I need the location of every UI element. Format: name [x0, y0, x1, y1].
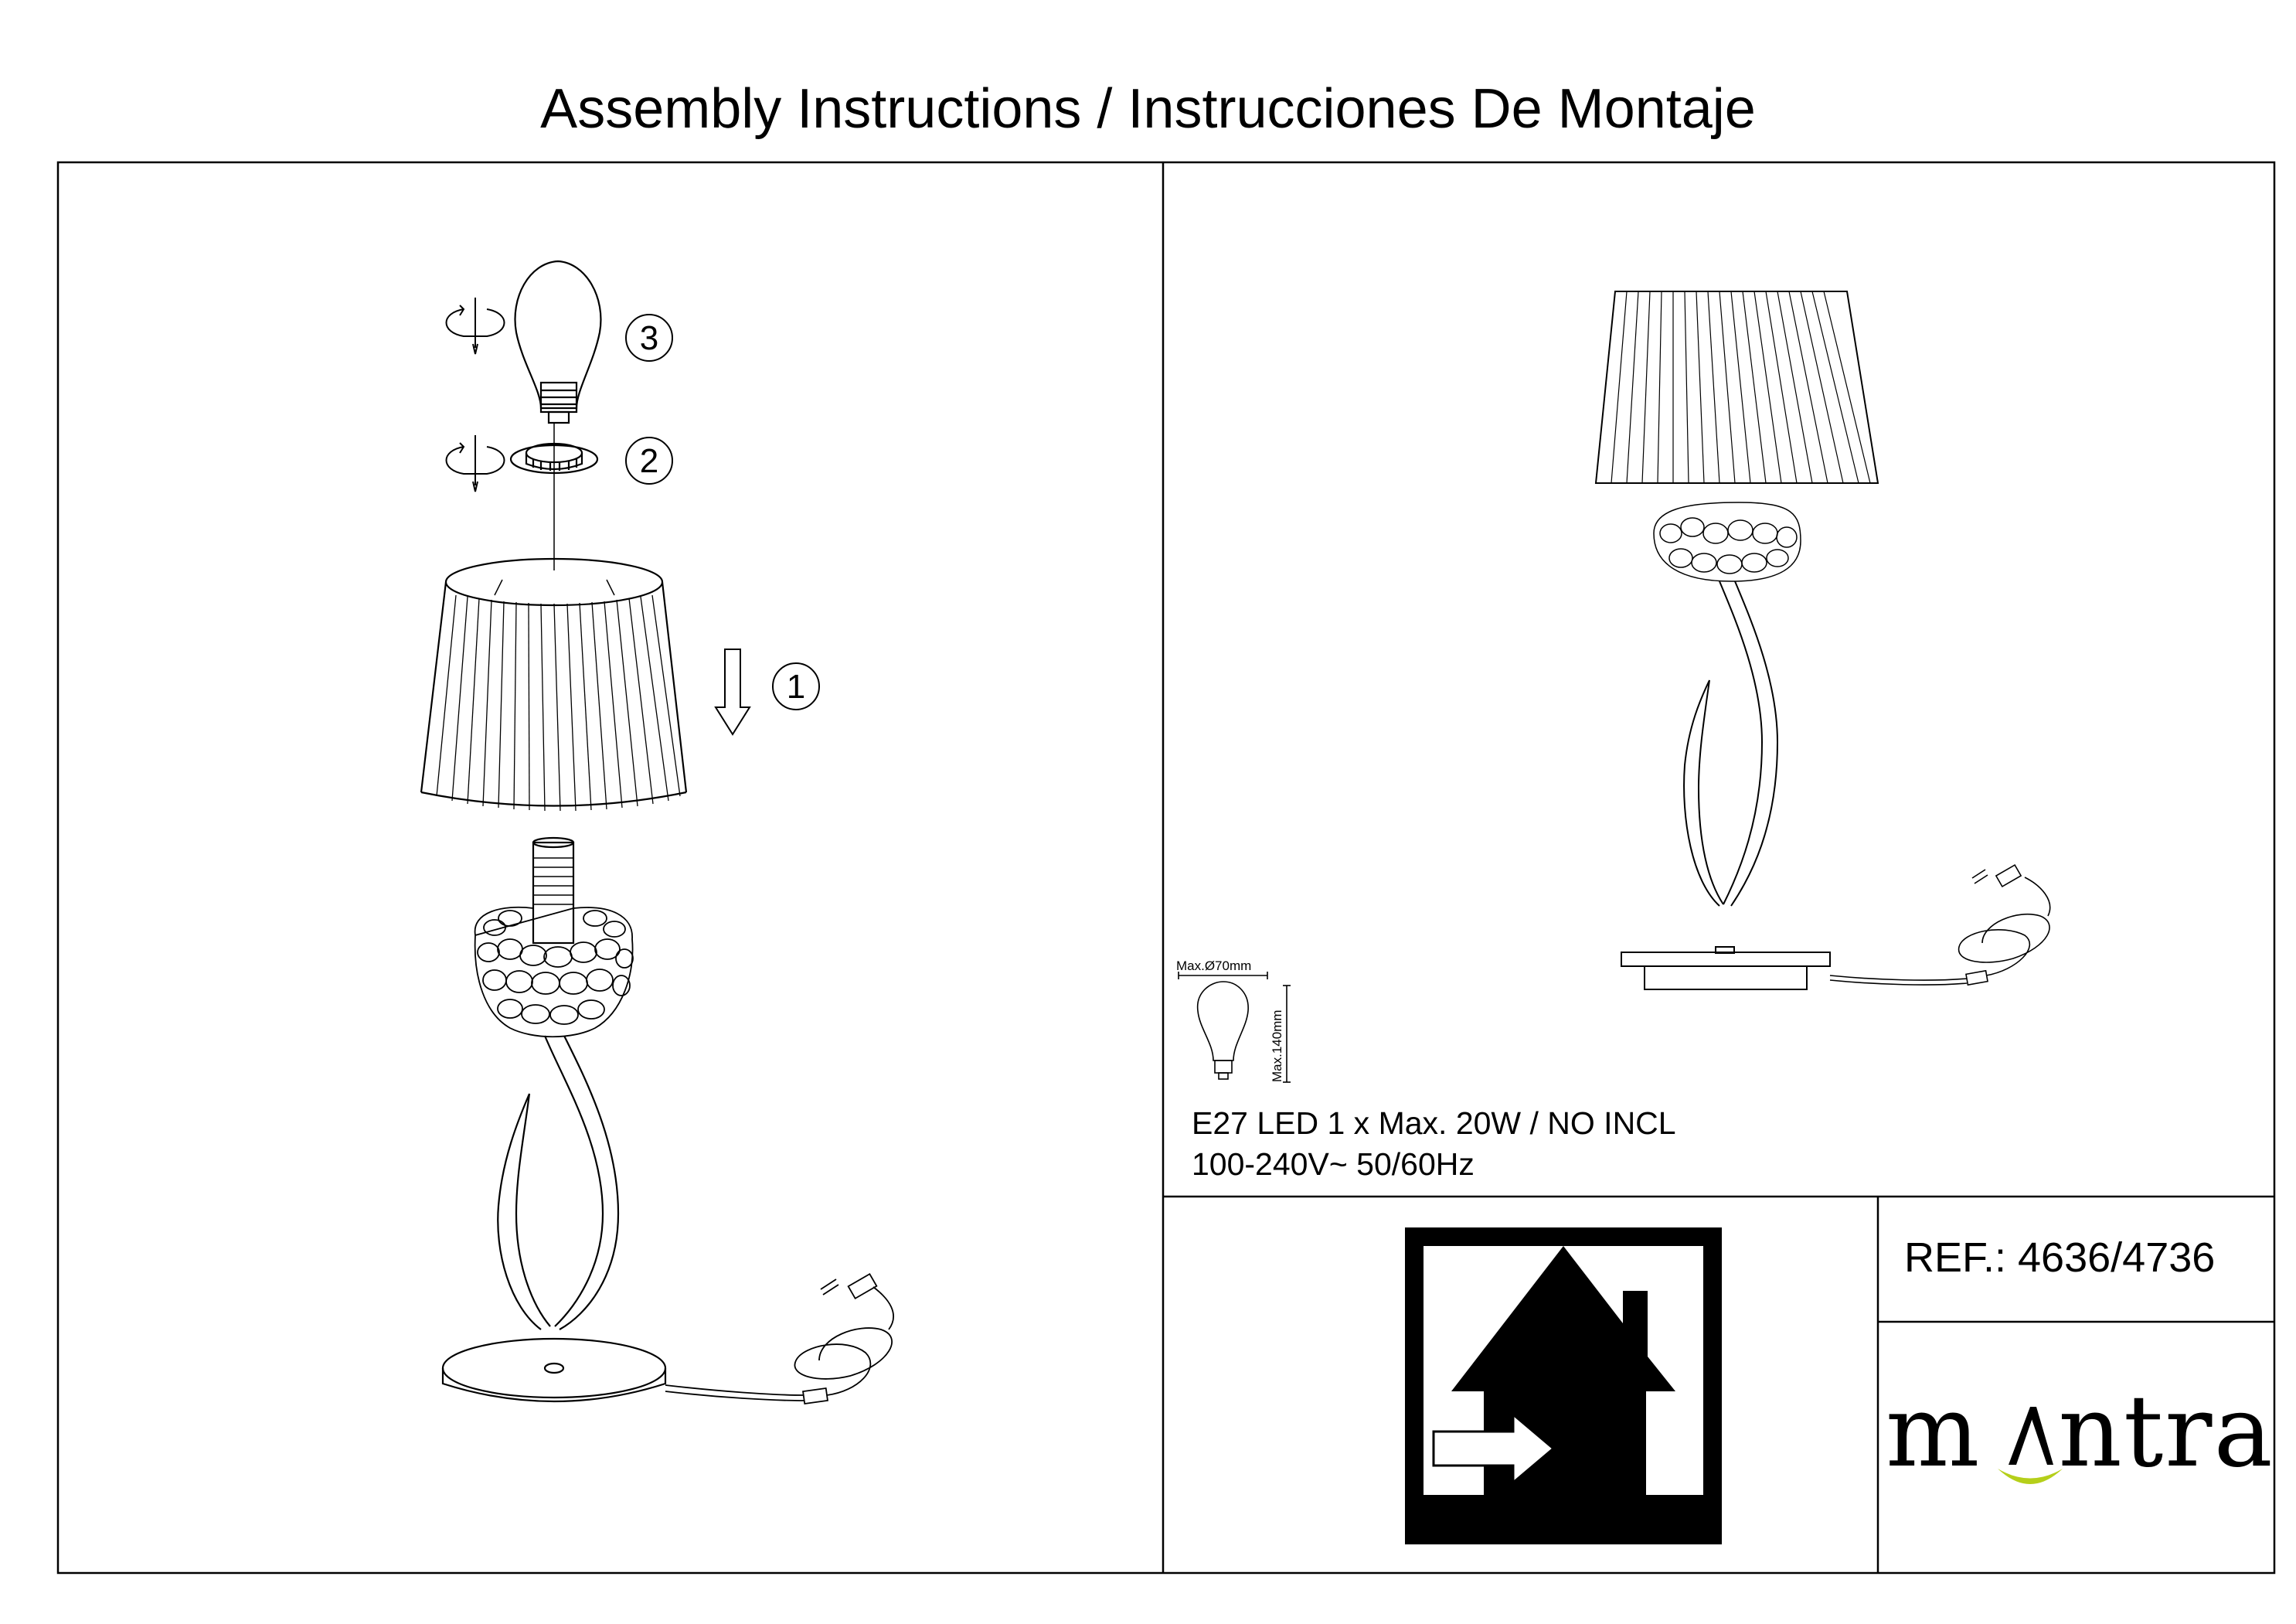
brand-name-end: ntra — [2058, 1374, 2274, 1490]
down-arrow-icon — [716, 649, 750, 734]
step-3-badge — [626, 315, 672, 361]
lamp-base — [443, 1339, 665, 1401]
brand-name-start: m — [1886, 1374, 1981, 1490]
crystal-ring — [475, 907, 633, 1037]
shade-part — [421, 559, 686, 811]
lamp-holder — [533, 838, 573, 943]
lamp-base — [1621, 947, 1830, 989]
brand-logo — [1886, 1374, 2274, 1490]
bulb-dimension-drawing — [1176, 958, 1291, 1082]
rotate-arrow-icon — [447, 435, 505, 492]
svg-text:1: 1 — [786, 668, 806, 706]
svg-text:2: 2 — [639, 442, 659, 480]
page-title: Assembly Instructions / Instrucciones De Montaje — [540, 78, 1756, 140]
reference-number: REF.: 4636/4736 — [1904, 1234, 2216, 1281]
power-cable — [665, 1274, 893, 1404]
exploded-lamp-diagram — [421, 261, 893, 1404]
indoor-use-icon — [1405, 1227, 1722, 1544]
lamp-stem — [1684, 581, 1777, 906]
step-2-badge — [626, 437, 672, 484]
assembled-lamp-diagram — [1596, 291, 2050, 989]
step-1-badge — [773, 663, 819, 710]
rotate-arrow-icon — [447, 298, 505, 354]
spec-line-1: E27 LED 1 x Max. 20W / NO INCL — [1192, 1105, 1676, 1141]
spec-line-2: 100-240V~ 50/60Hz — [1192, 1146, 1475, 1182]
brand-smile-mark — [1998, 1469, 2063, 1484]
power-cable — [1830, 865, 2050, 985]
brand-accent-mark — [1992, 1391, 2069, 1492]
max-diameter-label: Max.Ø70mm — [1176, 958, 1252, 973]
max-height-label: Max.140mm — [1270, 1009, 1284, 1082]
step-badges — [626, 315, 819, 710]
page-frame — [58, 162, 2274, 1573]
svg-text:3: 3 — [639, 319, 659, 357]
crystal-ring — [1654, 502, 1801, 581]
bulb-part — [515, 261, 601, 423]
lamp-stem — [498, 1036, 618, 1330]
